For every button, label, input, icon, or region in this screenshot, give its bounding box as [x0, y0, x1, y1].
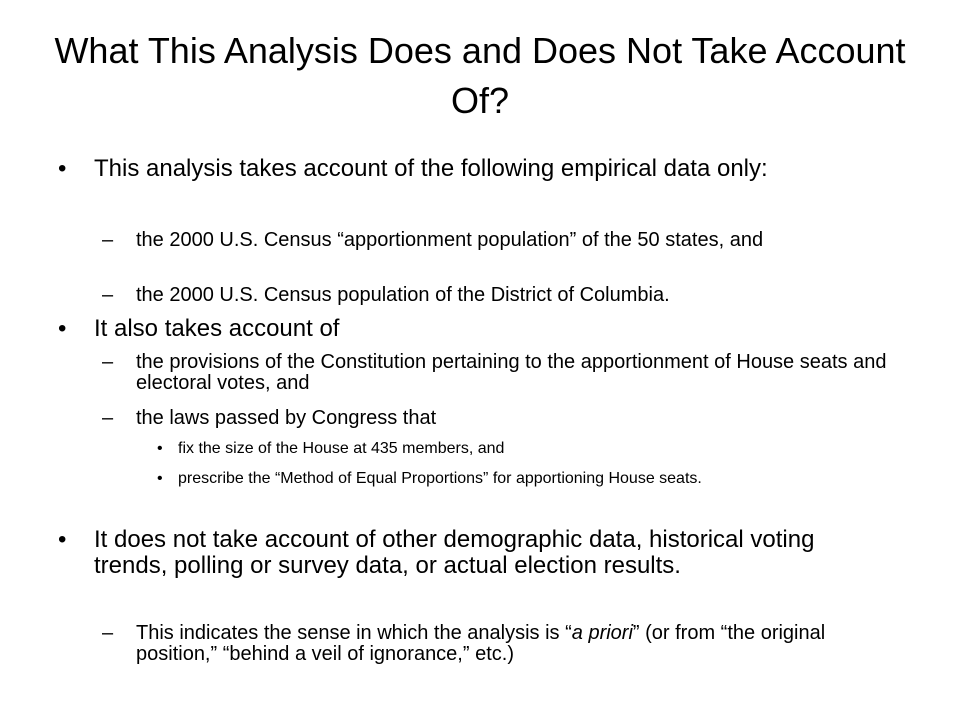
bullet-dash-icon: – [102, 407, 114, 429]
bullet-dot-icon: • [157, 470, 163, 487]
bullet-item-level2 [102, 230, 902, 251]
bullet-text: the 2000 U.S. Census population of the District of Columbia. [136, 284, 670, 306]
bullet-text [136, 623, 902, 665]
bullet-dash-icon: – [102, 622, 114, 644]
bullet-text: the laws passed by Congress that [136, 407, 437, 429]
bullet-item-level1 [58, 156, 888, 182]
bullet-dot-icon: • [58, 315, 67, 342]
bullet-dash-icon: – [102, 284, 114, 306]
bullet-dash-icon: – [102, 229, 114, 251]
bullet-dot-icon: • [157, 440, 163, 457]
bullet-item-level2 [102, 285, 902, 306]
bullet-text: It also takes account of [94, 315, 340, 342]
bullet-text: This analysis takes account of the following empirical data only: [94, 155, 768, 182]
bullet-dot-icon: • [58, 155, 67, 182]
bullet-item-level1 [58, 316, 888, 342]
bullet-item-level2 [102, 623, 902, 665]
bullet-text: the 2000 U.S. Census “apportionment population” of the 50 states, and [136, 229, 764, 251]
bullet-item-level3 [157, 469, 902, 488]
bullet-text: It does not take account of other demographic data, historical voting trends, polling or survey data, or actual election results. [94, 526, 815, 579]
bullet-dot-icon: • [58, 526, 67, 553]
bullet-dash-icon: – [102, 351, 114, 373]
bullet-text: the provisions of the Constitution pertaining to the apportionment of House seats and electoral votes, and [136, 351, 887, 394]
slide-title: What This Analysis Does and Does Not Take Account Of? [54, 30, 906, 121]
bullet-text: fix the size of the House at 435 members, and [178, 440, 505, 457]
italic-term: a priori [571, 622, 633, 644]
bullet-text-part: This indicates the sense in which the analysis is “ [136, 622, 572, 644]
bullet-item-level2 [102, 408, 902, 429]
bullet-item-level1 [58, 527, 888, 579]
bullet-item-level2 [102, 352, 902, 394]
bullet-item-level3 [157, 439, 902, 458]
bullet-text: prescribe the “Method of Equal Proportions” for apportioning House seats. [178, 470, 702, 487]
bullet-text-part: ” (or from “the original position,” “behind a veil of ignorance,” etc.) [136, 622, 826, 665]
